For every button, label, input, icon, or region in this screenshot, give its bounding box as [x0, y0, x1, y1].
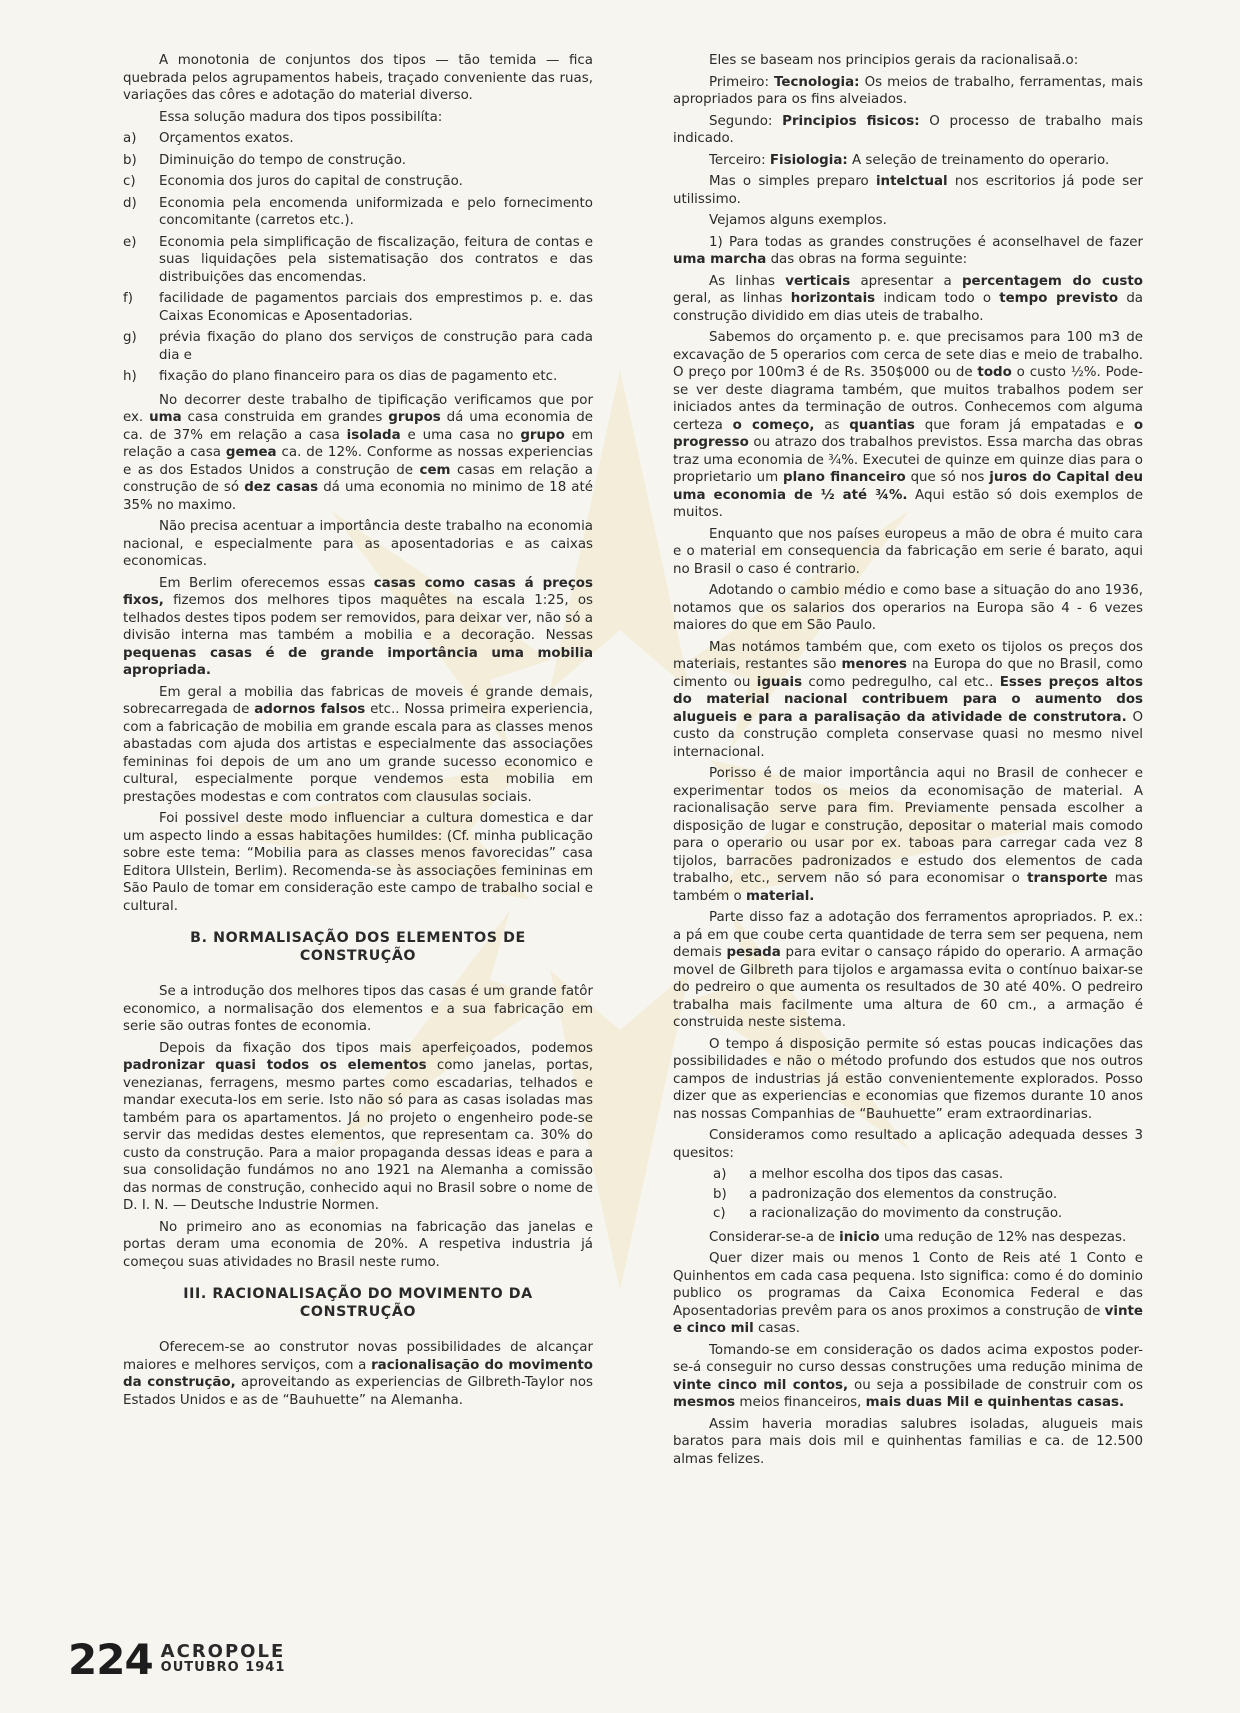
list-item: e) Economia pela simplificação de fiscalização, feitura de contas e suas liquidações pela sistematisação dos contratos e das distribuições das encomendas. [123, 234, 593, 285]
paragraph: Adotando o cambio médio e como base a situação do ano 1936, notamos que os salarios dos operarios na Europa são 4 - 6 vezes maiores do que em São Paulo. [673, 583, 1143, 633]
list-item: c) Economia dos juros do capital de construção. [123, 174, 463, 189]
list-item: c) a racionalização do movimento da construção. [713, 1206, 1063, 1221]
paragraph: Oferecem-se ao construtor novas possibilidades de alcançar maiores e melhores serviços, com a racionalisação do movimento da construção, aproveitando as experiencias de Gilbreth-Taylor nos Estados Unidos e as de “Bauhuette” na Alemanha. [123, 1340, 593, 1408]
paragraph: Eles se baseam nos principios gerais da racionalisaã.o: [709, 53, 1079, 68]
issue-date: OUTUBRO 1941 [160, 1660, 286, 1675]
paragraph: Mas o simples preparo intelctual nos escritorios já pode ser utilissimo. [673, 174, 1144, 207]
paragraph: 1) Para todas as grandes construções é aconselhavel de fazer uma marcha das obras na forma seguinte: [673, 234, 1143, 267]
list-item: b) a padronização dos elementos da construção. [713, 1186, 1058, 1202]
paragraph: Em Berlim oferecemos essas casas como casas á preços fixos, fizemos dos melhores tipos maquêtes na escala 1:25, os telhados destes tipos podem ser removidos, para deixar ver, não só a divisão interna mas também a mobilia e a decoração. Nessas pequenas casas é de grande importância uma mobilia apropriada. [123, 575, 593, 678]
list-item: a) Orçamentos exatos. [123, 131, 294, 146]
paragraph: Mas notámos também que, com exeto os tijolos os preços dos materiais, restantes são menores na Europa do que no Brasil, como cimento ou iguais como pedregulho, cal etc.. Esses preços altos do material nacional contribuem para o aumento dos alugueis e para a paralisação da atividade de construtora. O custo da construção completa conservase quasi no mesmo nivel internacional. [673, 639, 1144, 760]
page-footer [68, 1635, 286, 1684]
paragraph: Se a introdução dos melhores tipos das casas é um grande fatôr economico, a normalisação dos elementos e a sua fabricação em serie são outras fontes de economia. [123, 984, 593, 1034]
right-column [673, 52, 1143, 1472]
list-item: b) Diminuição do tempo de construção. [123, 152, 406, 168]
paragraph: Tomando-se em consideração os dados acima expostos poder-se-á conseguir no curso dessas construções uma redução minima de vinte cinco mil contos, ou seja a possibilade de construir com os mesmos meios financeiros, mais duas Mil e quinhentas casas. [673, 1342, 1143, 1410]
list-item: h) fixação do plano financeiro para os dias de pagamento etc. [123, 369, 558, 384]
paragraph: Assim haveria moradias salubres isoladas, alugueis mais baratos para mais dois mil e quinhentas familias e ca. de 12.500 almas felizes. [673, 1416, 1143, 1467]
paragraph: No decorrer deste trabalho de tipificação verificamos que por ex. uma casa construida em grandes grupos dá uma economia de ca. de 37% em relação a casa isolada e uma casa no grupo em relação a casa gemea ca. de 12%. Conforme as nossas experiencias e as dos Estados Unidos a construção de cem casas em relação a construção de só dez casas dá uma economia no minimo de 18 até 35% no maximo. [123, 392, 593, 513]
paragraph: Porisso é de maior importância aqui no Brasil de conhecer e experimentar todos os meios da economisação de material. A racionalisação serve para fim. Previamente pensada escolher a disposição de lugar e construção, depositar o material mais comodo para o operario ou usar por ex. taboas para carregar cada vez 8 tijolos, barracões padronizados e estudo dos elementos de cada trabalho, etc., servem não só para economisar o transporte mas também o material. [673, 766, 1144, 904]
paragraph: Não precisa acentuar a importância deste trabalho na economia nacional, e especialmente para as aposentadorias e as caixas economicas. [123, 519, 593, 569]
paragraph: Considerar-se-a de inicio uma redução de 12% nas despezas. [709, 1229, 1127, 1245]
advantages-list [123, 130, 593, 386]
magazine-info [160, 1641, 286, 1676]
list-item: d) Economia pela encomenda uniformizada e pelo fornecimento concomitante (carretos etc.). [123, 195, 593, 228]
paragraph: Vejamos alguns exemplos. [709, 213, 887, 228]
section-heading: B. NORMALISAÇÃO DOS ELEMENTOS DE CONSTRUÇÃO [190, 930, 526, 964]
paragraph: Depois da fixação dos tipos mais aperfeiçoados, podemos padronizar quasi todos os elementos como janelas, portas, venezianas, ferragens, mesmo partes como escadarias, telhados e mandar executa-los em serie. Isto não só para as casas isoladas mas também para os apartamentos. Já no projeto o engenheiro pode-se servir das medidas destes elementos, que representam ca. 30% do custo da construção. Para a maior propaganda dessas ideas e para a sua consolidação fundámos no ano 1921 na Alemanha a comissão das normas de construção, conhecido aqui no Brasil sobre o nome de D. I. N. — Deutsche Industrie Normen. [123, 1040, 593, 1213]
paragraph: Quer dizer mais ou menos 1 Conto de Reis até 1 Conto e Quinhentos em cada casa pequena. Isto significa: como é do dominio publico os programas da Caixa Economica Federal e das Aposentadorias prevêm para os anos proximos a construção de vinte e cinco mil casas. [673, 1251, 1143, 1336]
paragraph: Em geral a mobilia das fabricas de moveis é grande demais, sobrecarregada de adornos falsos etc.. Nossa primeira experiencia, com a fabricação de mobilia em grande escala para as classes menos abastadas com ajuda dos artistas e especialmente das associações femininas foi depois de um ano um grande sucesso economico e cultural, especialmente porque vendemos esta mobilia em prestações modestas e com contratos com clausulas sociais. [123, 684, 593, 805]
magazine-title: ACROPOLE [160, 1641, 286, 1662]
page-number: 224 [68, 1635, 153, 1684]
paragraph: No primeiro ano as economias na fabricação das janelas e portas deram uma economia de 20%. A respetiva industria já começou suas atividades no Brasil neste rumo. [123, 1219, 593, 1270]
paragraph: A monotonia de conjuntos dos tipos — tão temida — fica quebrada pelos agrupamentos habeis, traçado conveniente das ruas, variações das côres e adotação do material diverso. [123, 53, 593, 103]
list-item: a) a melhor escolha dos tipos das casas. [713, 1167, 1004, 1182]
paragraph: As linhas verticais apresentar a percentagem do custo geral, as linhas horizontais indicam todo o tempo previsto da construção dividido em dias uteis de trabalho. [673, 273, 1144, 324]
list-item: f) facilidade de pagamentos parciais dos emprestimos p. e. das Caixas Economicas e Aposentadorias. [123, 291, 593, 324]
paragraph: Segundo: Principios fisicos: O processo de trabalho mais indicado. [673, 113, 1144, 146]
results-list [673, 1166, 1143, 1223]
paragraph: Sabemos do orçamento p. e. que precisamos para 100 m3 de excavação de 5 operarios com cerca de sete dias e meio de trabalho. O preço por 100m3 é de Rs. 350$000 ou de todo o custo ½%. Pode-se ver deste diagrama também, que muitos trabalhos podem ser iniciados antes da terminação de outros. Conhecemos com alguma certeza o começo, as quantias que foram já empatadas e o progresso ou atrazo dos trabalhos previstos. Essa marcha das obras traz uma economia de ¾%. Executei de quinze em quinze dias para o proprietario um plano financeiro que só nos juros do Capital deu uma economia de ½ até ¾%. Aqui estão só dois exemplos de muitos. [673, 330, 1144, 520]
section-heading: III. RACIONALISAÇÃO DO MOVIMENTO DA CONSTRUÇÃO [183, 1286, 533, 1320]
paragraph: Parte disso faz a adotação dos ferramentos apropriados. P. ex.: a pá em que coube certa quantidade de terra sem ser pequena, nem demais pesada para evitar o cansaço rápido do operario. A armação movel de Gilbreth para tijolos e argamassa evita o contínuo baixar-se do pedreiro o que aumenta os resultados de 30 até 40%. O pedreiro trabalha mais facilmente uma altura de 60 cm., a armação é construida neste sistema. [673, 910, 1144, 1030]
list-item: g) prévia fixação do plano dos serviços de construção para cada dia e [123, 330, 593, 363]
left-column [123, 52, 593, 1413]
paragraph: Primeiro: Tecnologia: Os meios de trabalho, ferramentas, mais apropriados para os fins alveiados. [673, 74, 1143, 107]
paragraph: Consideramos como resultado a aplicação adequada desses 3 quesitos: [673, 1128, 1143, 1161]
paragraph: Foi possivel deste modo influenciar a cultura domestica e dar um aspecto lindo a essas habitações humildes: (Cf. minha publicação sobre este tema: “Mobilia para as classes menos favorecidas” casa Editora Ullstein, Berlim). Recomenda-se às associações femininas em São Paulo de tomar em consideração este campo de trabalho social e cultural. [123, 811, 593, 914]
paragraph: O tempo á disposição permite só estas poucas indicações das possibilidades e não o método profundo dos estudos que nos outros campos de industrias já estão convenientemente explorados. Posso dizer que as experiencias e economias que fizemos durante 10 anos nas nossas Companhias de “Bauhuette” eram extraordinarias. [673, 1036, 1143, 1122]
paragraph: Essa solução madura dos tipos possibilíta: [159, 109, 443, 125]
paragraph: Terceiro: Fisiologia: A seleção de treinamento do operario. [709, 152, 1110, 168]
paragraph: Enquanto que nos países europeus a mão de obra é muito cara e o material em consequencia da fabricação em serie é barato, aqui no Brasil o caso é contrario. [673, 526, 1143, 577]
